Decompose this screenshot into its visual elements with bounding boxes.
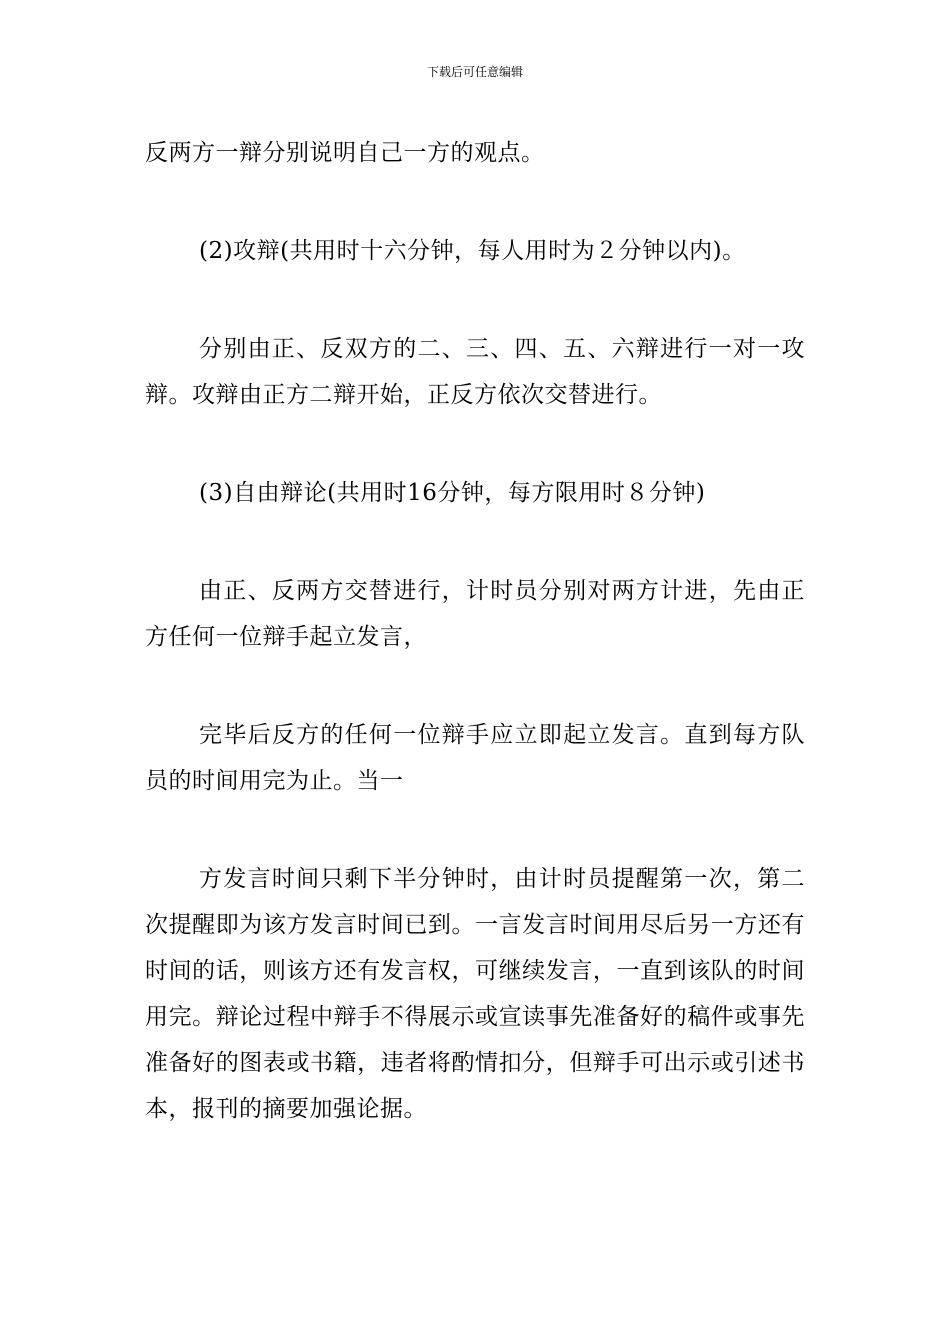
paragraph: (3)自由辩论(共用时16分钟，每方限用时８分钟) xyxy=(199,480,706,506)
paragraph: 分别由正、反双方的二、三、四、五、六辩进行一对一攻辩。攻辩由正方二辩开始，正反方依次交替进行。 xyxy=(145,336,805,408)
paragraph: 反两方一辩分别说明自己一方的观点。 xyxy=(145,140,545,166)
paragraph: 完毕后反方的任何一位辩手应立即起立发言。直到每方队员的时间用完为止。当一 xyxy=(145,722,805,794)
page-header: 下载后可任意编辑 xyxy=(426,65,523,79)
document-body xyxy=(145,130,805,1132)
paragraph: (2)攻辩(共用时十六分钟，每人用时为２分钟以内)。 xyxy=(199,238,746,264)
paragraph: 方发言时间只剩下半分钟时，由计时员提醒第一次，第二次提醒即为该方发言时间已到。一言发言时间用尽后另一方还有时间的话，则该方还有发言权，可继续发言，一直到该队的时间用完。辩论过程中辩手不得展示或宣读事先准备好的稿件或事先准备好的图表或书籍，违者将酌情扣分，但辩手可出示或引述书本，报刊的摘要加强论据。 xyxy=(145,866,805,1122)
paragraph: 由正、反两方交替进行，计时员分别对两方计进，先由正方任何一位辩手起立发言， xyxy=(145,578,805,650)
